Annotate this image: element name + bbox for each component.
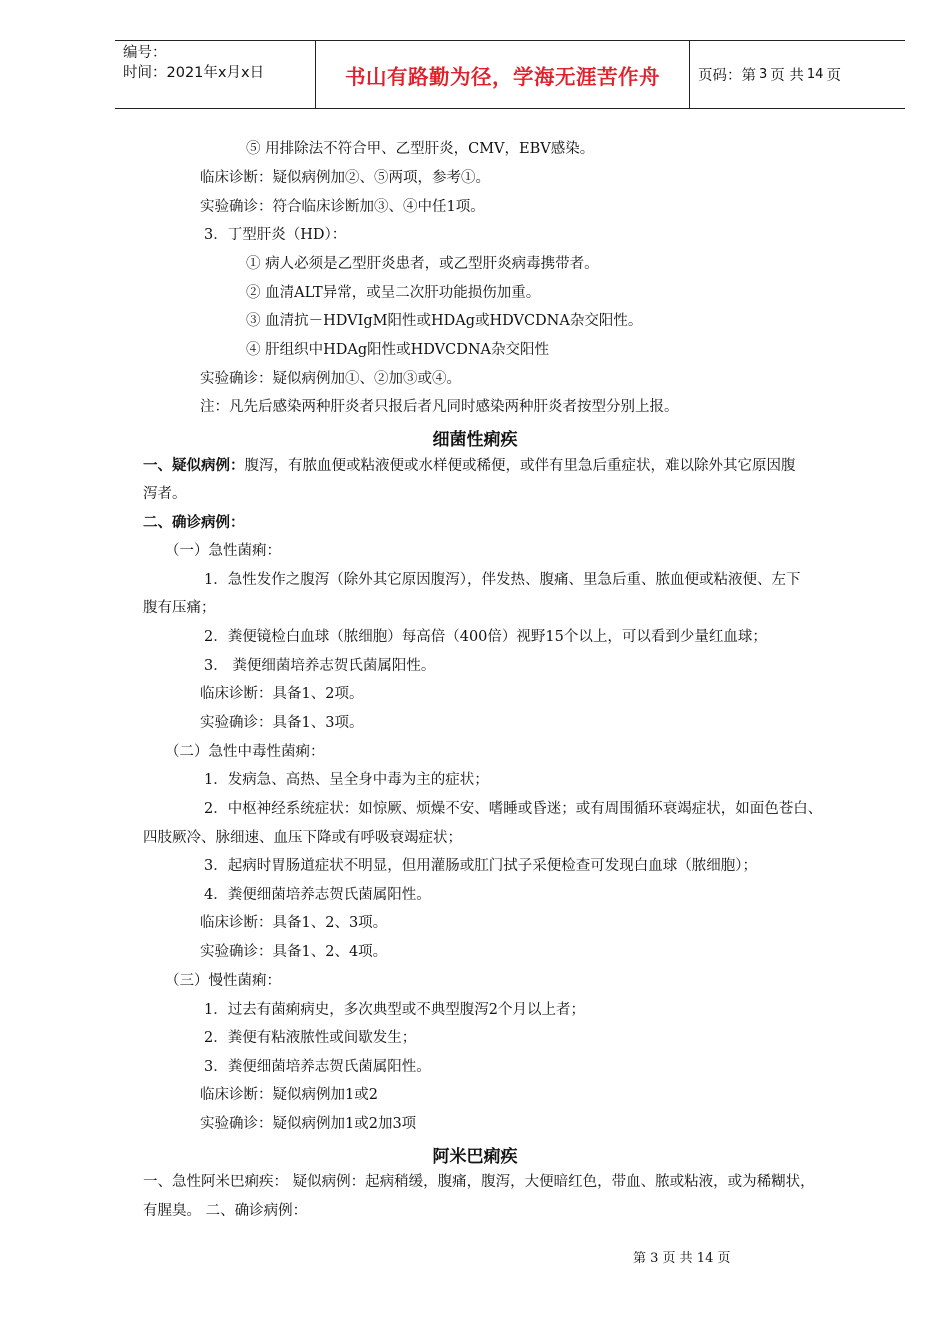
dysentery-title: 细菌性痢疾 <box>432 430 518 450</box>
toxic-item-2a: 2．中枢神经系统症状：如惊厥、烦燥不安、嗜睡或昏迷；或有周围循环衰竭症状，如面色苍白、 <box>204 801 823 817</box>
page-header <box>115 40 905 109</box>
toxic-lab: 实验确诊：具备1、2、4项。 <box>200 944 388 960</box>
chronic-item-2: 2．粪便有粘液脓性或间歇发生； <box>204 1030 417 1046</box>
hd-lab: 实验确诊：疑似病例加①、②加③或④。 <box>200 371 461 387</box>
page-total: 14 <box>806 67 824 82</box>
suspected-label: 一、疑似病例： <box>143 458 245 474</box>
suspected-text-1: 腹泻，有脓血便或粘液便或水样便或稀便，或伴有里急后重症状，难以除外其它原因腹 <box>244 458 796 474</box>
chronic-item-1: 1．过去有菌痢病史，多次典型或不典型腹泻2个月以上者； <box>204 1002 585 1018</box>
hd-item-4: ④ 肝组织中HDAg阳性或HDVCDNA杂交阳性 <box>246 342 549 358</box>
amoebic-line-1: 一、急性阿米巴痢疾： 疑似病例：起病稍缓，腹痛，腹泻，大便暗红色，带血、脓或粘液，或为稀糊状， <box>143 1174 815 1190</box>
acute-item-3: 3． 粪便细菌培养志贺氏菌属阳性。 <box>204 658 436 674</box>
hd-item-3: ③ 血清抗－HDVIgM阳性或HDAg或HDVCDNA杂交阳性。 <box>246 313 643 329</box>
header-motto-cell <box>315 41 690 108</box>
hep-clinical: 临床诊断：疑似病例加②、⑤两项，参考①。 <box>200 170 490 186</box>
page-prefix: 页码：第 <box>698 68 756 84</box>
page-suffix: 页 <box>826 68 841 84</box>
header-motto: 书山有路勤为径，学海无涯苦作舟 <box>345 64 660 89</box>
toxic-item-3: 3．起病时胃肠道症状不明显，但用灌肠或肛门拭子采便检查可发现白血球（脓细胞）； <box>204 858 757 874</box>
hd-item-1: ① 病人必须是乙型肝炎患者，或乙型肝炎病毒携带者。 <box>246 256 599 272</box>
acute-lab: 实验确诊：具备1、3项。 <box>200 715 364 731</box>
header-page-info <box>690 41 905 108</box>
toxic-clinical: 临床诊断：具备1、2、3项。 <box>200 915 388 931</box>
acute-item-1b: 腹有压痛； <box>143 600 216 616</box>
doc-number-label: 编号： <box>123 45 167 61</box>
time-label: 时间：2021年x月x日 <box>123 65 265 81</box>
toxic-item-2b: 四肢厥冷、脉细速、血压下降或有呼吸衰竭症状； <box>143 830 462 846</box>
header-meta <box>115 41 315 108</box>
toxic-item-4: 4．粪便细菌培养志贺氏菌属阳性。 <box>204 887 431 903</box>
page-footer: 第 3 页 共 14 页 <box>633 1251 731 1266</box>
page-current: 3 <box>759 67 768 82</box>
suspected-line-1 <box>143 456 796 476</box>
amoebic-title: 阿米巴痢疾 <box>432 1147 518 1167</box>
hep-lab: 实验确诊：符合临床诊断加③、④中任1项。 <box>200 199 485 215</box>
acute-title: （一）急性菌痢： <box>165 543 281 559</box>
toxic-title: （二）急性中毒性菌痢： <box>165 744 325 760</box>
acute-clinical: 临床诊断：具备1、2项。 <box>200 686 364 702</box>
hd-title: 3．丁型肝炎（HD）： <box>204 227 347 243</box>
page-mid: 页 共 <box>770 68 804 84</box>
toxic-item-1: 1．发病急、高热、呈全身中毒为主的症状； <box>204 772 489 788</box>
amoebic-line-2: 有腥臭。 二、确诊病例： <box>143 1203 308 1219</box>
chronic-item-3: 3．粪便细菌培养志贺氏菌属阳性。 <box>204 1059 431 1075</box>
suspected-line-2: 泻者。 <box>143 486 187 502</box>
hep-note: 注：凡先后感染两种肝炎者只报后者凡同时感染两种肝炎者按型分别上报。 <box>200 399 679 415</box>
chronic-clinical: 临床诊断：疑似病例加1或2 <box>200 1087 378 1103</box>
confirmed-label: 二、确诊病例： <box>143 515 245 531</box>
chronic-lab: 实验确诊：疑似病例加1或2加3项 <box>200 1116 417 1132</box>
hd-item-2: ② 血清ALT异常，或呈二次肝功能损伤加重。 <box>246 285 541 301</box>
chronic-title: （三）慢性菌痢： <box>165 973 281 989</box>
acute-item-2: 2．粪便镜检白血球（脓细胞）每高倍（400倍）视野15个以上，可以看到少量红血球； <box>204 629 767 645</box>
hep-item5: ⑤ 用排除法不符合甲、乙型肝炎，CMV，EBV感染。 <box>246 141 595 157</box>
acute-item-1a: 1．急性发作之腹泻（除外其它原因腹泻），伴发热、腹痛、里急后重、脓血便或粘液便、左下 <box>204 572 801 588</box>
